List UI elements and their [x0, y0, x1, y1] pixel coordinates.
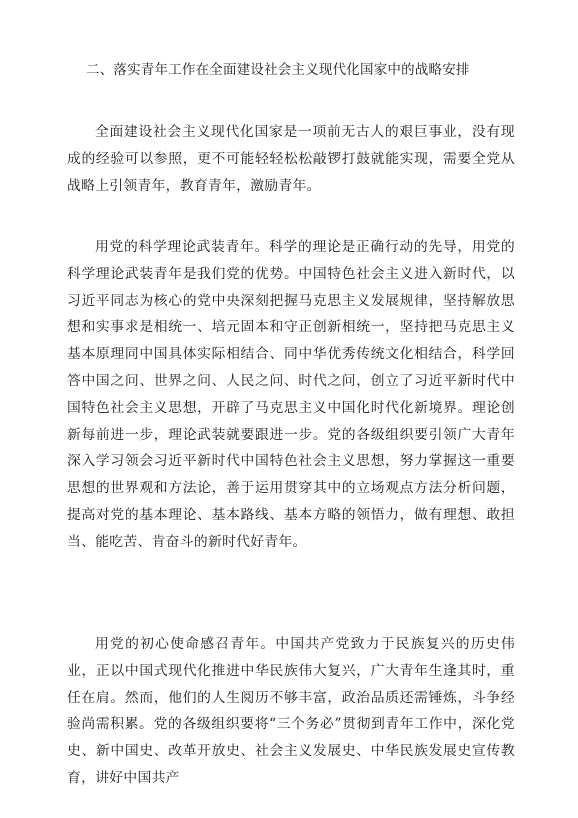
paragraph-intro: 全面建设社会主义现代化国家是一项前无古人的艰巨事业，没有现成的经验可以参照，更不可能轻轻松松敲锣打鼓就能实现，需要全党从战略上引领青年，教育青年，激励青年。	[67, 124, 515, 194]
paragraph-mission: 用党的初心使命感召青年。中国共产党致力于民族复兴的历史伟业，正以中国式现代化推进中华民族伟大复兴，广大青年生逢其时，重任在肩。然而，他们的人生阅历不够丰富，政治品质还需锤炼，斗争经验尚需积累。党的各级组织要将“三个务必”贯彻到青年工作中，深化党史、新中国史、改革开放史、社会主义发展史、中华民族发展史宣传教育，讲好中国共产	[67, 636, 515, 786]
paragraph-theory: 用党的科学理论武装青年。科学的理论是正确行动的先导，用党的科学理论武装青年是我们党的优势。中国特色社会主义进入新时代，以习近平同志为核心的党中央深刻把握马克思主义发展规律，坚持解放思想和实事求是相统一、培元固本和守正创新相统一，坚持把马克思主义基本原理同中国具体实际相结合、同中华优秀传统文化相结合，科学回答中国之问、世界之问、人民之问、时代之问，创立了习近平新时代中国特色社会主义思想，开辟了马克思主义中国化时代化新境界。理论创新每前进一步，理论武装就要跟进一步。党的各级组织要引领广大青年深入学习领会习近平新时代中国特色社会主义思想，努力掌握这一重要思想的世界观和方法论，善于运用贯穿其中的立场观点方法分析问题，提高对党的基本理论、基本路线、基本方略的领悟力，做有理想、敢担当、能吃苦、肯奋斗的新时代好青年。	[67, 239, 515, 550]
section-heading: 二、落实青年工作在全面建设社会主义现代化国家中的战略安排	[86, 62, 470, 78]
